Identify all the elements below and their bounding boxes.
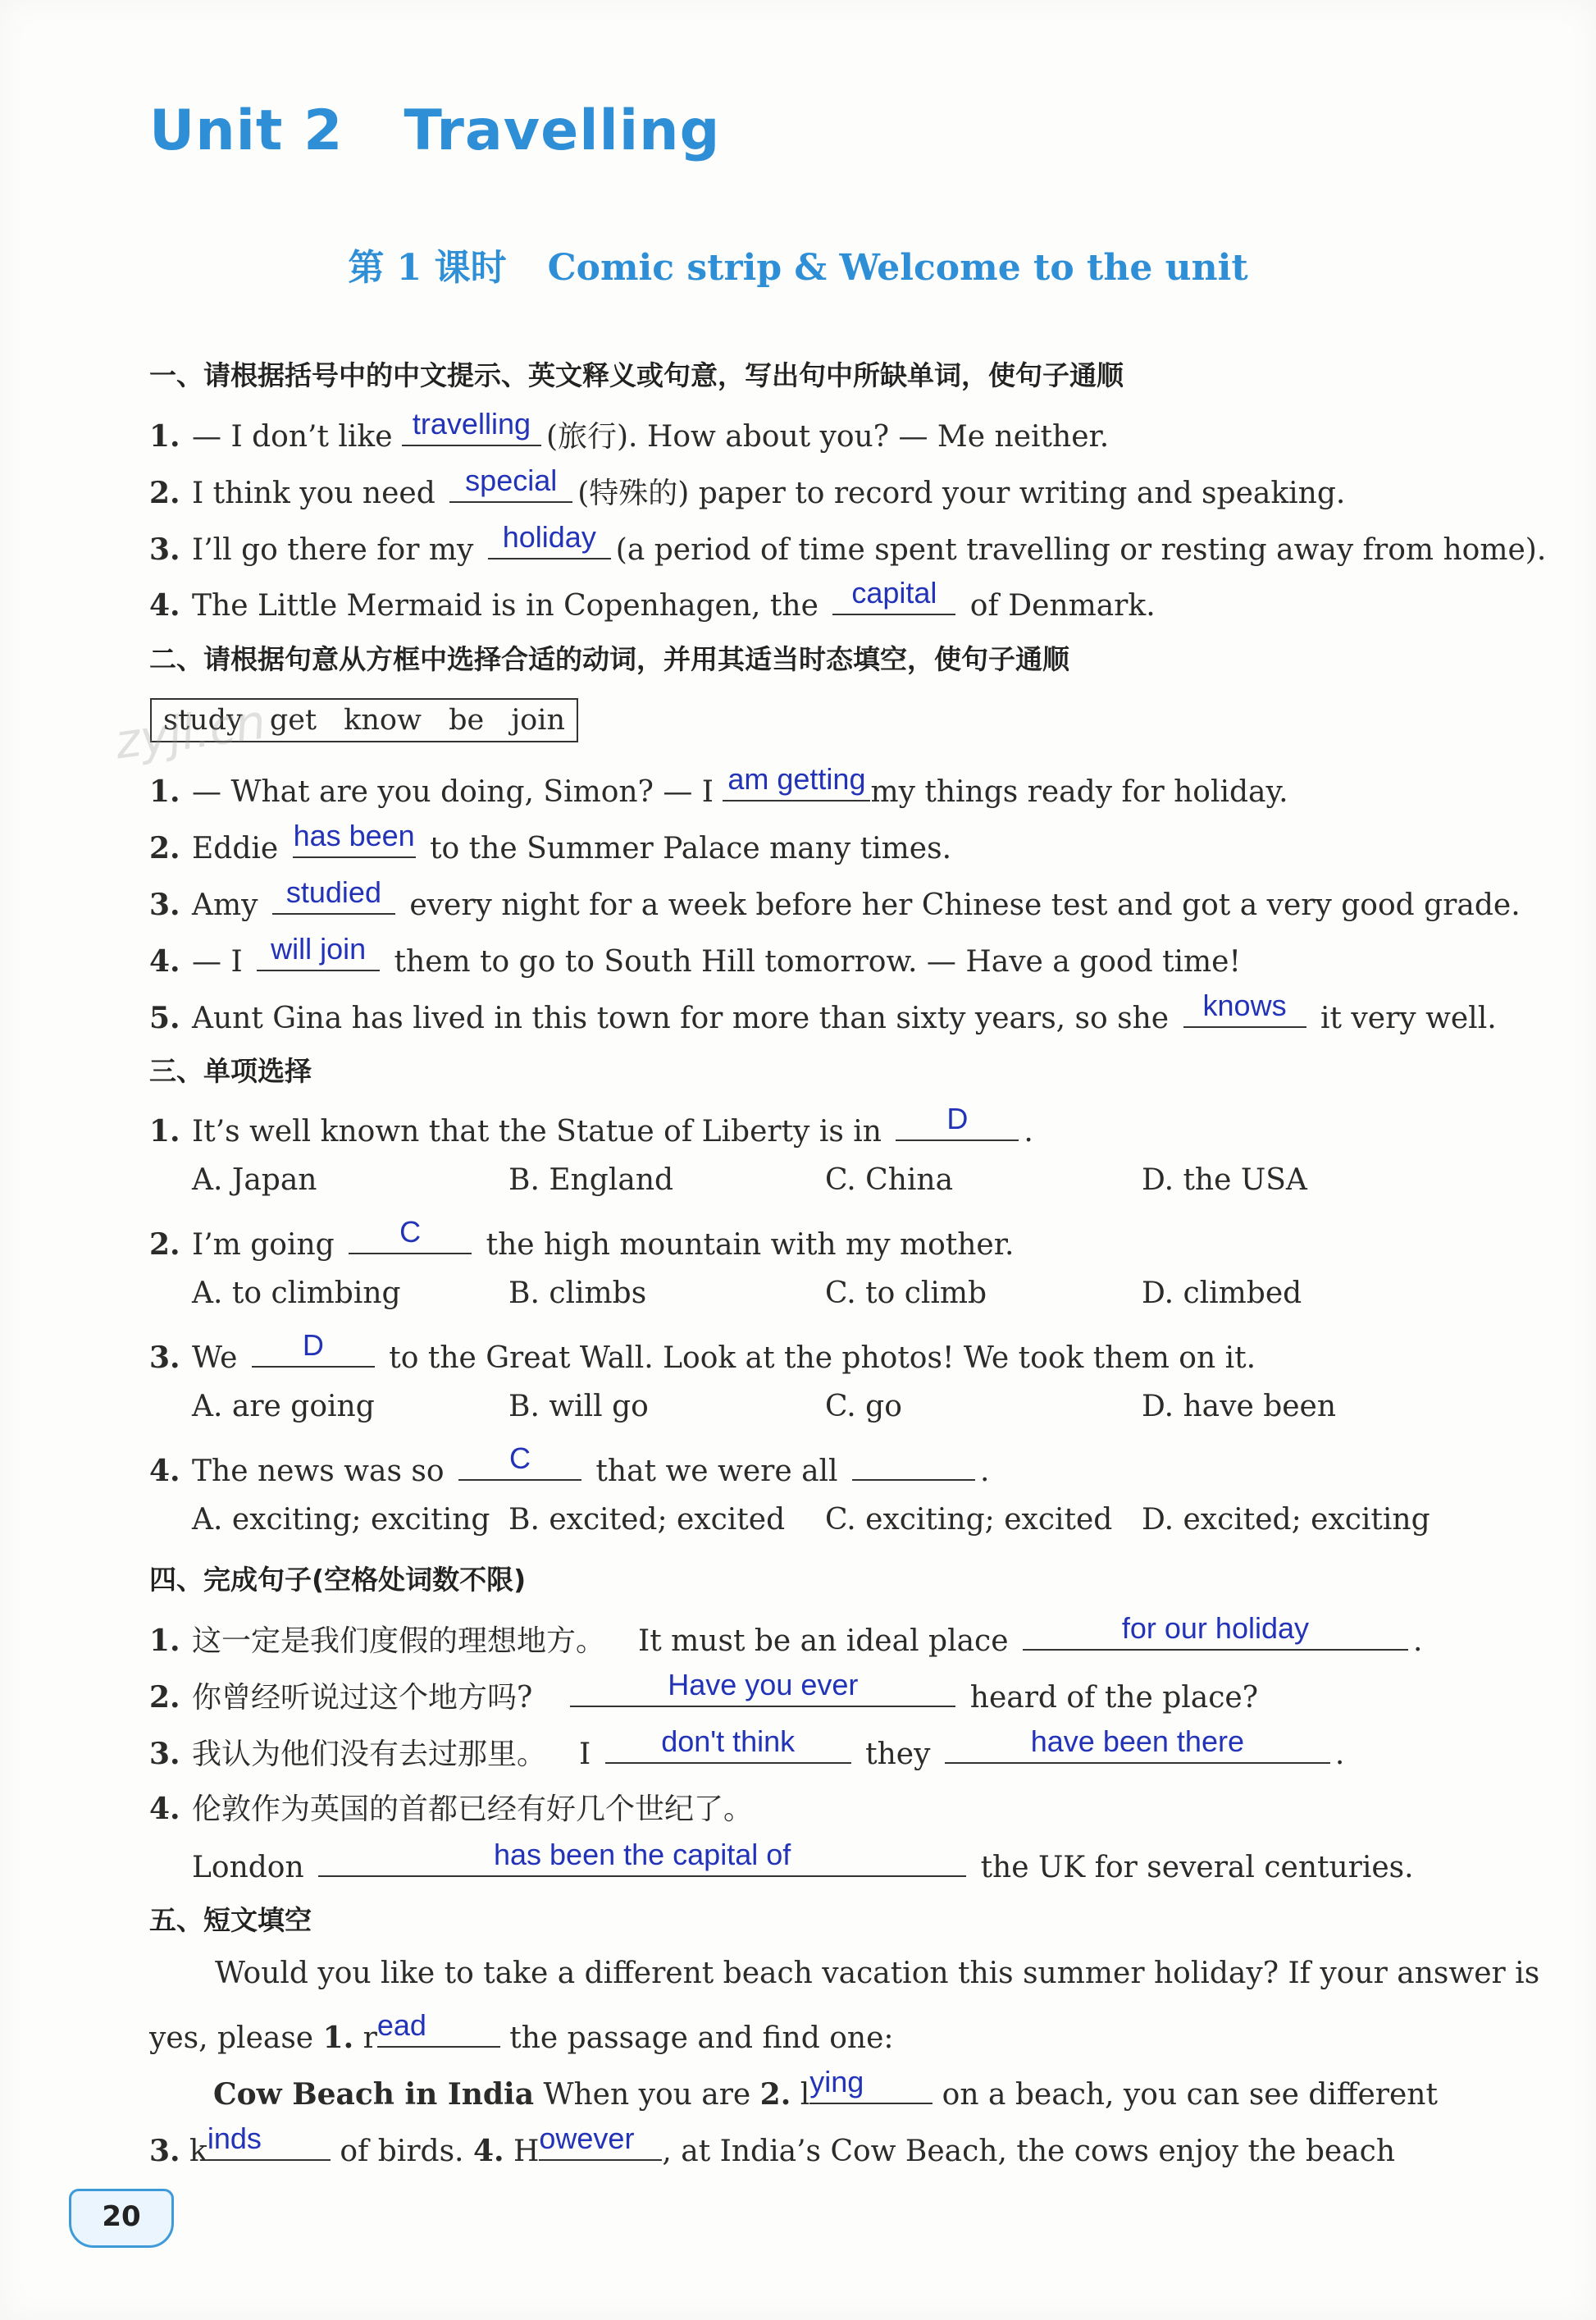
section-1-title: 一、请根据括号中的中文提示、英文释义或句意，写出句中所缺单词，使句子通顺 — [149, 359, 1124, 391]
answer-blank[interactable]: owever — [539, 2126, 662, 2161]
option-a[interactable]: A. Japan — [192, 1163, 317, 1197]
option-c[interactable]: C. to climb — [825, 1276, 987, 1310]
s3-options-2 — [192, 1276, 1471, 1313]
answer-blank[interactable]: has been the capital of — [318, 1843, 966, 1877]
option-b[interactable]: B. England — [508, 1163, 674, 1197]
s5-paragraph-line-1: Would you like to take a different beach vacation this summer holiday? If your answer is — [215, 1957, 1540, 1990]
answer-blank[interactable]: don't think — [605, 1729, 851, 1764]
s3-item-1: 1. It’s well known that the Statue of Liberty is in D . — [149, 1102, 1033, 1149]
answer-blank[interactable]: D — [252, 1333, 375, 1368]
answer-blank[interactable]: D — [896, 1107, 1019, 1141]
s2-item-3: 3. Amy studied every night for a week before her Chinese test and got a very good grade. — [149, 875, 1521, 922]
answer-blank[interactable]: C — [458, 1446, 581, 1481]
option-b[interactable]: B. climbs — [508, 1276, 647, 1310]
answer-blank[interactable]: inds — [207, 2126, 331, 2161]
answer-blank[interactable]: special — [449, 468, 572, 503]
answer-blank[interactable] — [852, 1446, 975, 1481]
section-3-title: 三、单项选择 — [149, 1055, 312, 1087]
s5-paragraph-line-3: Cow Beach in India When you are 2. l ying on a beach, you can see different — [213, 2065, 1438, 2112]
option-d[interactable]: D. the USA — [1142, 1163, 1307, 1197]
answer-blank[interactable]: knows — [1183, 993, 1306, 1028]
answer-blank[interactable]: Have you ever — [570, 1673, 955, 1707]
option-c[interactable]: C. go — [825, 1390, 902, 1423]
answer-blank[interactable]: ead — [377, 2013, 500, 2048]
answer-blank[interactable]: C — [349, 1220, 472, 1254]
s4-item-4-sentence: London has been the capital of the UK for several centuries. — [192, 1838, 1414, 1884]
s4-item-3: 3. 我认为他们没有去过那里。 I don't think they have been there . — [149, 1724, 1345, 1771]
s3-item-2: 2. I’m going C the high mountain with my mother. — [149, 1215, 1015, 1262]
s4-item-2: 2. 你曾经听说过这个地方吗? Have you ever heard of the place? — [149, 1668, 1259, 1715]
s1-item-3: 3. I’ll go there for my holiday (a period of time spent travelling or resting away from home). — [149, 520, 1547, 567]
section-4-title: 四、完成句子(空格处词数不限) — [149, 1564, 527, 1596]
option-b[interactable]: B. excited; excited — [508, 1503, 786, 1537]
s1-item-4: 4. The Little Mermaid is in Copenhagen, the capital of Denmark. — [149, 576, 1156, 623]
section-2-title: 二、请根据句意从方框中选择合适的动词，并用其适当时态填空，使句子通顺 — [149, 643, 1069, 675]
answer-blank[interactable]: travelling — [402, 412, 541, 446]
s2-item-5: 5. Aunt Gina has lived in this town for more than sixty years, so she knows it very well. — [149, 989, 1497, 1035]
option-a[interactable]: A. are going — [192, 1390, 375, 1423]
page-number-badge — [69, 2189, 174, 2248]
s2-item-4: 4. — I will join them to go to South Hill tomorrow. — Have a good time! — [149, 932, 1241, 979]
watermark: zyjl.cn — [112, 693, 269, 770]
answer-blank[interactable]: will join — [257, 937, 380, 971]
s4-item-4: 4. 伦敦作为英国的首都已经有好几个世纪了。 — [149, 1792, 754, 1826]
s1-item-1: 1. — I don’t like travelling (旅行). How about you? — Me neither. — [149, 407, 1110, 454]
word-box: study get know be join — [150, 698, 578, 742]
option-d[interactable]: D. excited; exciting — [1142, 1503, 1430, 1537]
unit-title: Unit 2 Travelling — [149, 98, 721, 163]
s1-item-2: 2. I think you need special (特殊的) paper to record your writing and speaking. — [149, 464, 1346, 510]
s3-item-3: 3. We D to the Great Wall. Look at the photos! We took them on it. — [149, 1328, 1256, 1375]
s3-options-4 — [192, 1503, 1471, 1539]
page-number: 20 — [102, 2200, 141, 2233]
option-b[interactable]: B. will go — [508, 1390, 649, 1423]
option-d[interactable]: D. climbed — [1142, 1276, 1302, 1310]
s5-paragraph-line-4: 3. k inds of birds. 4. H owever , at India’s Cow Beach, the cows enjoy the beach — [149, 2121, 1396, 2168]
section-5-title: 五、短文填空 — [149, 1904, 312, 1936]
option-d[interactable]: D. have been — [1142, 1390, 1337, 1423]
s3-options-3 — [192, 1390, 1471, 1426]
answer-blank[interactable]: for our holiday — [1023, 1616, 1408, 1651]
s4-item-1: 1. 这一定是我们度假的理想地方。 It must be an ideal place for our holiday . — [149, 1611, 1423, 1658]
s2-item-1: 1. — What are you doing, Simon? — I am getting my things ready for holiday. — [149, 762, 1288, 809]
option-a[interactable]: A. to climbing — [192, 1276, 401, 1310]
answer-blank[interactable]: has been — [293, 824, 416, 858]
option-c[interactable]: C. exciting; excited — [825, 1503, 1113, 1537]
answer-blank[interactable]: ying — [809, 2070, 933, 2104]
s5-paragraph-line-2: yes, please 1. r ead the passage and find one: — [149, 2008, 894, 2055]
lesson-title — [0, 238, 1596, 290]
option-c[interactable]: C. China — [825, 1163, 954, 1197]
s3-options-1 — [192, 1163, 1471, 1199]
s3-item-4: 4. The news was so C that we were all . — [149, 1441, 990, 1488]
answer-blank[interactable]: capital — [832, 581, 955, 615]
answer-blank[interactable]: am getting — [723, 767, 870, 801]
option-a[interactable]: A. exciting; exciting — [192, 1503, 490, 1537]
answer-blank[interactable]: holiday — [488, 525, 611, 559]
lesson-name: Comic strip & Welcome to the unit — [547, 247, 1248, 289]
s2-item-2: 2. Eddie has been to the Summer Palace many times. — [149, 819, 952, 865]
answer-blank[interactable]: studied — [272, 880, 395, 915]
answer-blank[interactable]: have been there — [945, 1729, 1330, 1764]
lesson-prefix: 第 1 课时 — [348, 247, 507, 289]
